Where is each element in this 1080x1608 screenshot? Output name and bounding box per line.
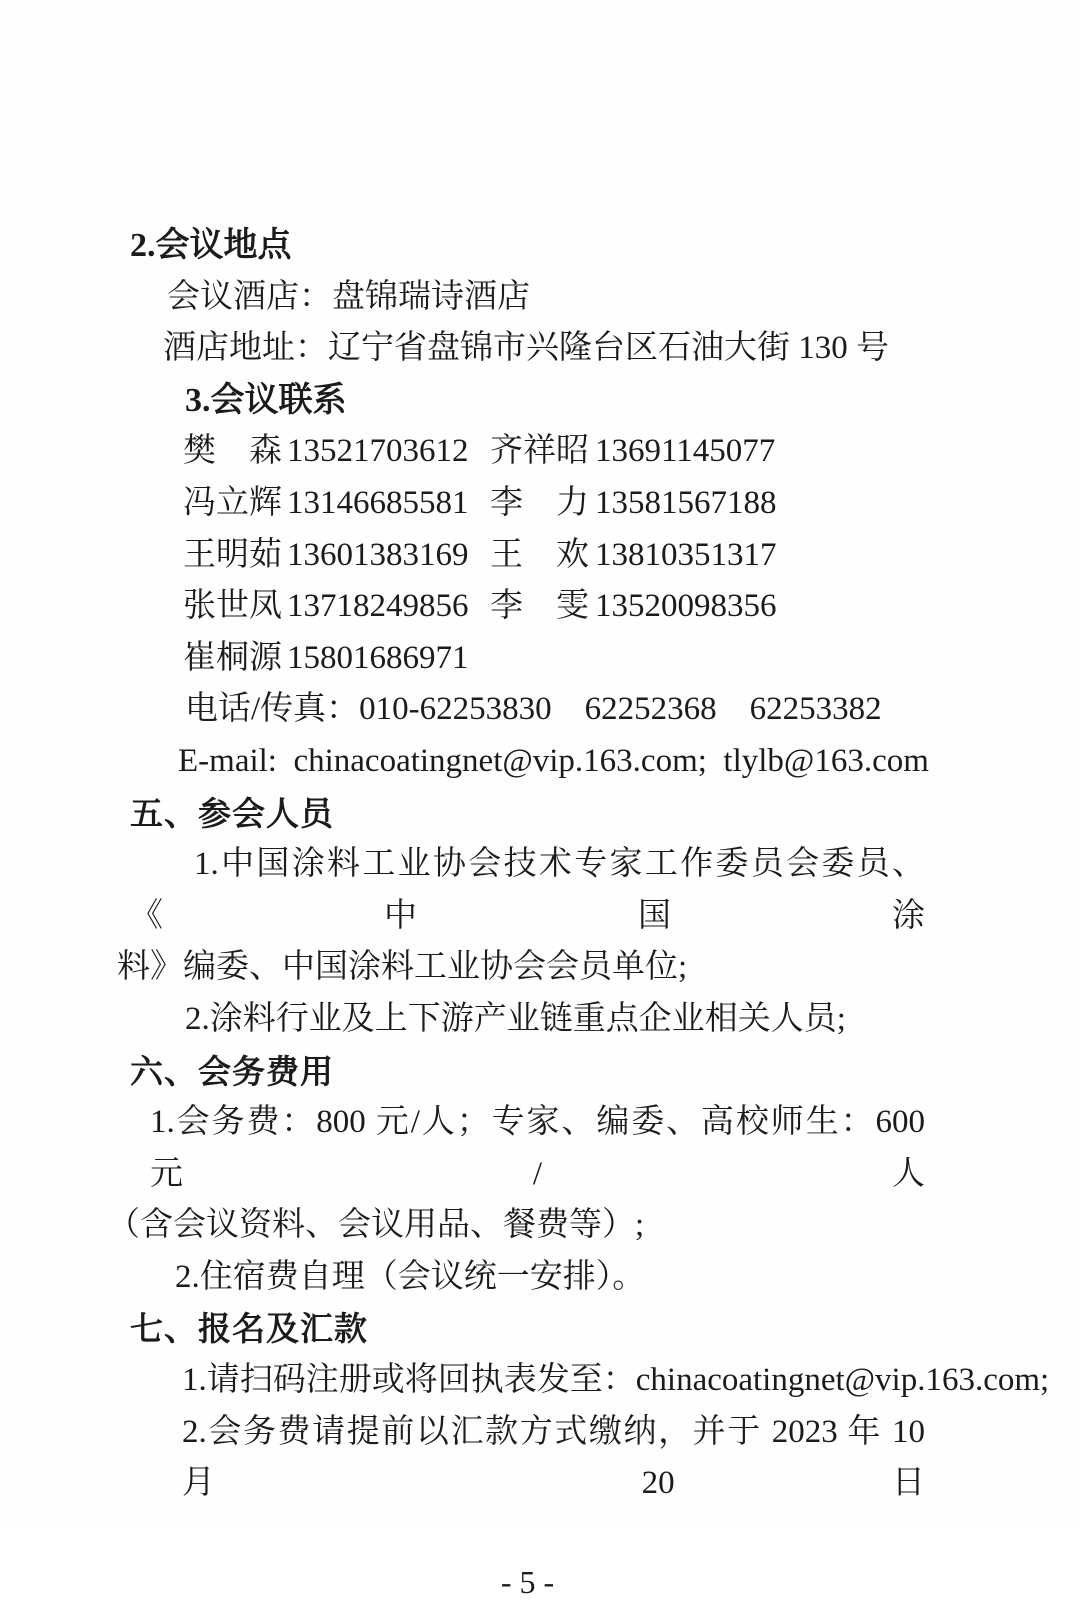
contact-name: 张世凤: [183, 588, 282, 625]
section-7-heading: 七、报名及汇款: [130, 1310, 368, 1348]
contact-name: [490, 633, 595, 685]
contact-name: 李 雯: [490, 588, 589, 625]
contact-row: [183, 426, 925, 478]
hotel-line: 会议酒店：盘锦瑞诗酒店: [167, 278, 530, 315]
section-2-heading: 2.会议地点: [130, 227, 292, 264]
contact-row: [183, 530, 925, 582]
contact-phone: 13581567188: [595, 484, 777, 521]
attendees-paragraph-line-3: 2.涂料行业及上下游产业链重点企业相关人员;: [185, 1000, 846, 1037]
page-number: - 5 -: [500, 1563, 555, 1600]
contact-name: 王明茹: [183, 536, 282, 573]
section-3-heading: 3.会议联系: [185, 381, 347, 419]
attendees-paragraph-line-1: 1.中国涂料工业协会技术专家工作委员会委员、《中国涂: [130, 846, 925, 934]
contact-name: 王 欢: [490, 536, 589, 573]
contact-name: 齐祥昭: [490, 433, 589, 470]
contact-phone: [595, 633, 925, 685]
address-line: 酒店地址：辽宁省盘锦市兴隆台区石油大街 130 号: [163, 330, 889, 367]
register-line-2: 2.会务费请提前以汇款方式缴纳，并于 2023 年 10 月 20 日: [182, 1413, 925, 1502]
attendees-paragraph-line-2: 料》编委、中国涂料工业协会会员单位;: [117, 949, 688, 986]
contact-name: 冯立辉: [183, 484, 282, 521]
contact-name: 崔桐源: [183, 639, 282, 676]
fee-line-1: 1.会务费：800 元/人；专家、编委、高校师生：600 元/人: [150, 1104, 925, 1192]
section-5-heading: 五、参会人员: [130, 794, 334, 832]
contact-name: 李 力: [490, 484, 589, 521]
phone-fax-line: 电话/传真：010-62253830 62252368 62253382: [185, 691, 882, 728]
contact-phone: 15801686971: [287, 639, 469, 676]
contact-phone: 13718249856: [287, 588, 469, 625]
fee-line-2: （含会议资料、会议用品、餐费等）;: [107, 1207, 645, 1244]
contact-row: [183, 478, 925, 530]
register-line-1: 1.请扫码注册或将回执表发至：chinacoatingnet@vip.163.com;: [182, 1362, 1050, 1399]
contact-phone: 13520098356: [595, 588, 777, 625]
email-line: E-mail: chinacoatingnet@vip.163.com; tlylb@163.com: [178, 742, 929, 779]
contact-phone: 13146685581: [287, 484, 469, 521]
contact-name: 樊 森: [183, 433, 282, 470]
contact-row: [183, 633, 925, 685]
contact-phone: 13521703612: [287, 433, 469, 470]
fee-line-3: 2.住宿费自理（会议统一安排）。: [175, 1258, 646, 1295]
contact-phone: 13601383169: [287, 536, 469, 573]
contact-phone: 13691145077: [595, 433, 776, 470]
contact-phone: 13810351317: [595, 536, 777, 573]
section-6-heading: 六、会务费用: [130, 1052, 334, 1090]
contact-row: [183, 581, 925, 633]
